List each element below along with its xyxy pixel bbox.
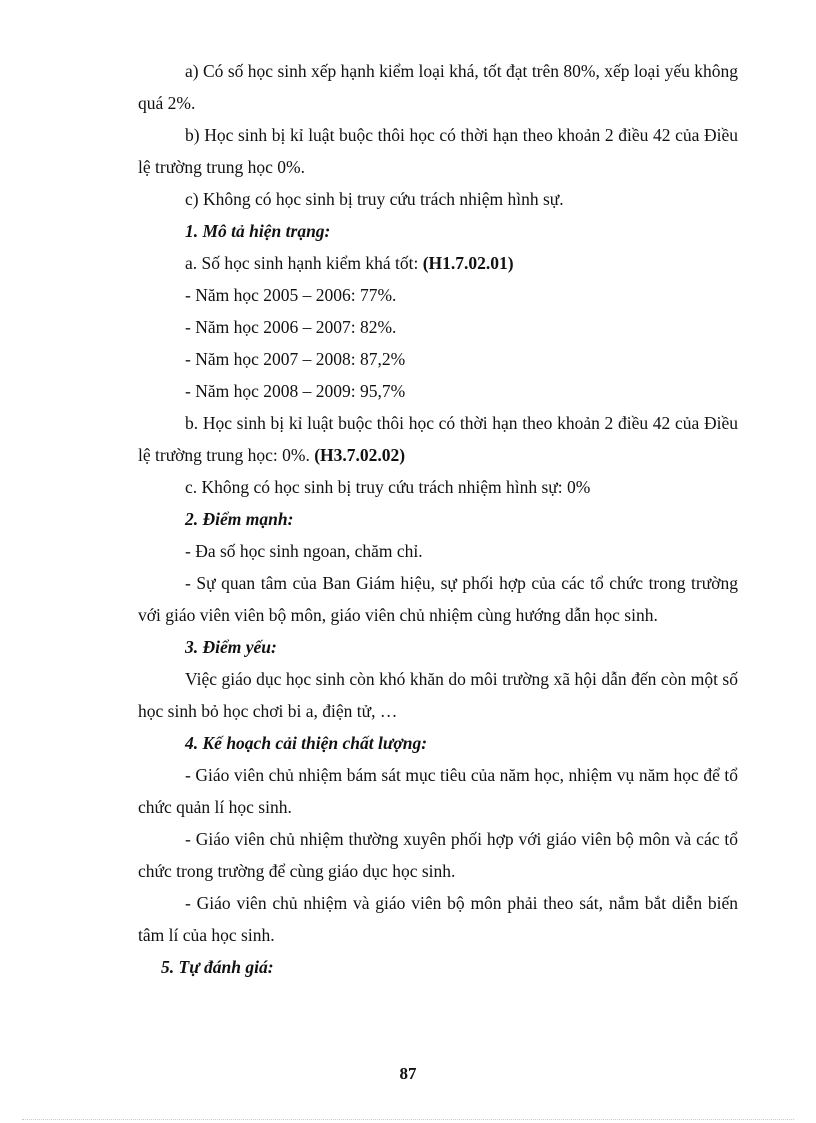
page-number: 87 [399,1064,417,1083]
section-1-a-text: a. Số học sinh hạnh kiểm khá tốt: [185,253,423,273]
criterion-c: c) Không có học sinh bị truy cứu trách nhiệm hình sự. [185,189,564,209]
section-5-heading: 5. Tự đánh giá: [161,957,274,977]
section-3-heading: 3. Điểm yếu: [185,637,277,657]
year-item: - Năm học 2006 – 2007: 82%. [185,317,397,337]
page-content [138,55,738,983]
section-2-heading: 2. Điểm mạnh: [185,509,294,529]
weakness-text: Việc giáo dục học sinh còn khó khăn do môi trường xã hội dẫn đến còn một số học sinh bỏ học chơi bi a, điện tử, … [138,669,738,721]
page-bottom-divider [22,1119,794,1120]
section-1-heading: 1. Mô tả hiện trạng: [185,221,331,241]
year-item: - Năm học 2007 – 2008: 87,2% [185,349,406,369]
evidence-code: (H1.7.02.01) [422,253,514,273]
criterion-a: a) Có số học sinh xếp hạnh kiểm loại khá, tốt đạt trên 80%, xếp loại yếu không quá 2%. [138,61,738,113]
section-1-b [138,407,738,471]
section-4-heading: 4. Kế hoạch cải thiện chất lượng: [185,733,428,753]
year-item: - Năm học 2008 – 2009: 95,7% [185,381,406,401]
section-1-b-text: b. Học sinh bị kỉ luật buộc thôi học có thời hạn theo khoản 2 điều 42 của Điều lệ trường trung học: 0%. [138,413,738,465]
section-1-c: c. Không có học sinh bị truy cứu trách nhiệm hình sự: 0% [185,477,591,497]
plan-item: - Giáo viên chủ nhiệm thường xuyên phối hợp với giáo viên bộ môn và các tổ chức trong trường để cùng giáo dục học sinh. [138,829,738,881]
section-1-a [138,247,738,279]
year-item: - Năm học 2005 – 2006: 77%. [185,285,397,305]
strength-item: - Sự quan tâm của Ban Giám hiệu, sự phối hợp của các tổ chức trong trường với giáo viên viên bộ môn, giáo viên chủ nhiệm cùng hướng dẫn học sinh. [138,573,738,625]
strength-item: - Đa số học sinh ngoan, chăm chỉ. [185,541,423,561]
evidence-code: (H3.7.02.02) [314,445,406,465]
plan-item: - Giáo viên chủ nhiệm bám sát mục tiêu của năm học, nhiệm vụ năm học để tổ chức quản lí học sinh. [138,765,738,817]
criterion-b: b) Học sinh bị kỉ luật buộc thôi học có thời hạn theo khoản 2 điều 42 của Điều lệ trường trung học 0%. [138,125,738,177]
plan-item: - Giáo viên chủ nhiệm và giáo viên bộ môn phải theo sát, nắm bắt diễn biến tâm lí của học sinh. [138,893,738,945]
